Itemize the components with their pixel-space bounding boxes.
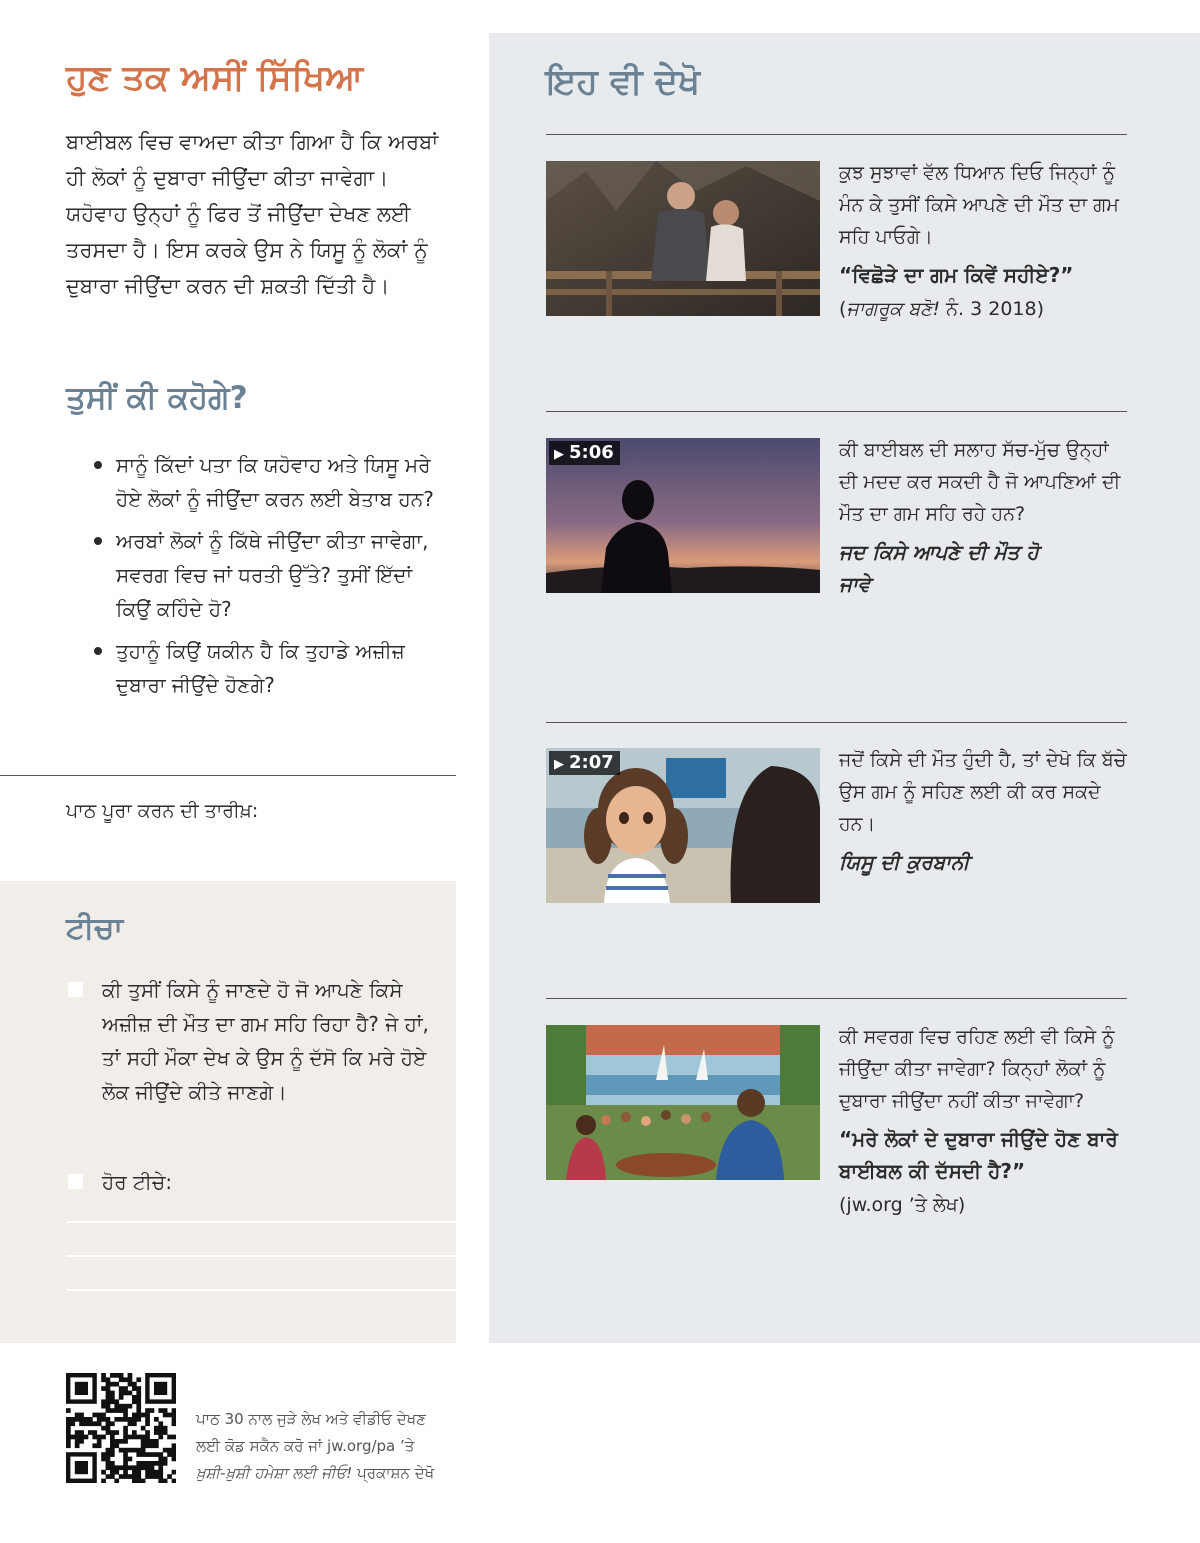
footer-line-rest: ਪ੍ਰਕਾਸ਼ਨ ਦੇਖੋ [352,1464,435,1482]
see-also-title: ਇਹ ਵੀ ਦੇਖੋ [546,62,701,102]
couple-image [546,161,820,316]
left-column [0,0,456,1343]
goal-item-other [66,1165,436,1199]
video-entry [839,744,1129,878]
video-duration-badge [549,751,620,775]
footer-line: ਲਈ ਕੋਡ ਸਕੈਨ ਕਰੋ ਜਾਂ jw.org/pa ’ਤੇ [196,1437,415,1455]
entry-description: ਕੀ ਸਵਰਗ ਵਿਚ ਰਹਿਣ ਲਈ ਵੀ ਕਿਸੇ ਨੂੰ ਜੀਉਂਦਾ ਕੀਤਾ ਜਾਵੇਗਾ? ਕਿਨ੍ਹਾਂ ਲੋਕਾਂ ਨੂੰ ਦੁਬਾਰਾ ਜੀਉਂਦਾ ਨਹੀਂ ਕੀਤਾ ਜਾਵੇਗਾ? [839,1026,1115,1112]
entry-description: ਕੀ ਬਾਈਬਲ ਦੀ ਸਲਾਹ ਸੱਚ-ਮੁੱਚ ਉਨ੍ਹਾਂ ਦੀ ਮਦਦ ਕਰ ਸਕਦੀ ਹੈ ਜੋ ਆਪਣਿਆਂ ਦੀ ਮੌਤ ਦਾ ਗਮ ਸਹਿ ਰਹੇ ਹਨ? [839,439,1121,525]
article-entry [839,157,1129,325]
goal-item [66,973,436,1109]
qr-code-graphic [66,1373,176,1483]
source-issue: ਨੰ. 3 2018) [940,298,1044,320]
publication-title: ਖ਼ੁਸ਼ੀ-ਖ਼ੁਸ਼ੀ ਹਮੇਸ਼ਾ ਲਈ ਜੀਓ! [196,1464,353,1482]
article-thumbnail-couple[interactable] [546,161,820,316]
see-also-panel [489,33,1200,1343]
item-divider [546,722,1127,723]
video-duration-badge [549,441,620,465]
summary-title: ਹੁਣ ਤਕ ਅਸੀਂ ਸਿੱਖਿਆ [66,58,364,98]
footer-text [196,1406,434,1487]
footer-line: ਪਾਠ 30 ਨਾਲ ਜੁੜੇ ਲੇਖ ਅਤੇ ਵੀਡੀਓ ਦੇਖਣ [196,1410,426,1428]
question-item: ਸਾਨੂੰ ਕਿੱਦਾਂ ਪਤਾ ਕਿ ਯਹੋਵਾਹ ਅਤੇ ਯਿਸੂ ਮਰੇ ਹੋਏ ਲੋਕਾਂ ਨੂੰ ਜੀਉਂਦਾ ਕਰਨ ਲਈ ਬੇਤਾਬ ਹਨ? [92,448,452,516]
question-item: ਅਰਬਾਂ ਲੋਕਾਂ ਨੂੰ ਕਿੱਥੇ ਜੀਉਂਦਾ ਕੀਤਾ ਜਾਵੇਗਾ, ਸਵਰਗ ਵਿਚ ਜਾਂ ਧਰਤੀ ਉੱਤੇ? ਤੁਸੀਂ ਇੱਦਾਂ ਕਿਉਂ ਕਹਿੰਦੇ ਹੋ? [92,524,452,626]
entry-description: ਕੁਝ ਸੁਝਾਵਾਂ ਵੱਲ ਧਿਆਨ ਦਿਓ ਜਿਨ੍ਹਾਂ ਨੂੰ ਮੰਨ ਕੇ ਤੁਸੀਂ ਕਿਸੇ ਆਪਣੇ ਦੀ ਮੌਤ ਦਾ ਗਮ ਸਹਿ ਪਾਓਗੇ। [839,162,1119,248]
item-divider [546,411,1127,412]
entry-source: (jw.org ’ਤੇ ਲੇਖ) [839,1194,966,1216]
entry-title-link[interactable]: ਯਿਸੂ ਦੀ ਕੁਰਬਾਨੀ [839,850,970,874]
footer-line [196,1460,434,1487]
goal-text: ਹੋਰ ਟੀਚੇ: [102,1170,173,1194]
goal-checkbox[interactable] [68,1174,83,1189]
goal-text: ਕੀ ਤੁਸੀਂ ਕਿਸੇ ਨੂੰ ਜਾਣਦੇ ਹੋ ਜੋ ਆਪਣੇ ਕਿਸੇ ਅਜ਼ੀਜ਼ ਦੀ ਮੌਤ ਦਾ ਗਮ ਸਹਿ ਰਿਹਾ ਹੈ? ਜੇ ਹਾਂ, ਤਾਂ ਸਹੀ ਮੌਕਾ ਦੇਖ ਕੇ ਉਸ ਨੂੰ ਦੱਸੋ ਕਿ ਮਰੇ ਹੋਏ ਲੋਕ ਜੀਉਂਦੇ ਕੀਤੇ ਜਾਣਗੇ। [102,978,429,1104]
video-thumbnail-silhouette[interactable] [546,438,820,593]
paradise-crowd-image [546,1025,820,1180]
duration-text: 2:07 [569,752,614,773]
duration-text: 5:06 [569,442,614,463]
entry-title-link[interactable]: “ਮਰੇ ਲੋਕਾਂ ਦੇ ਦੁਬਾਰਾ ਜੀਉਂਦੇ ਹੋਣ ਬਾਰੇ ਬਾਈਬਲ ਕੀ ਦੱਸਦੀ ਹੈ?” [839,1127,1118,1183]
summary-text: ਬਾਈਬਲ ਵਿਚ ਵਾਅਦਾ ਕੀਤਾ ਗਿਆ ਹੈ ਕਿ ਅਰਬਾਂ ਹੀ ਲੋਕਾਂ ਨੂੰ ਦੁਬਾਰਾ ਜੀਉਂਦਾ ਕੀਤਾ ਜਾਵੇਗਾ। ਯਹੋਵਾਹ ਉਨ੍ਹਾਂ ਨੂੰ ਫਿਰ ਤੋਂ ਜੀਉਂਦਾ ਦੇਖਣ ਲਈ ਤਰਸਦਾ ਹੈ। ਇਸ ਕਰਕੇ ਉਸ ਨੇ ਯਿਸੂ ਨੂੰ ਲੋਕਾਂ ਨੂੰ ਦੁਬਾਰਾ ਜੀਉਂਦਾ ਕਰਨ ਦੀ ਸ਼ਕਤੀ ਦਿੱਤੀ ਹੈ। [66,130,439,298]
video-entry [839,434,1129,600]
goals-title: ਟੀਚਾ [66,911,124,946]
item-divider [546,998,1127,999]
writing-line[interactable] [66,1255,456,1257]
completion-date-label: ਪਾਠ ਪੂਰਾ ਕਰਨ ਦੀ ਤਾਰੀਖ਼: [66,800,259,822]
qr-code[interactable] [66,1373,176,1483]
questions-list [92,448,452,710]
play-icon: ▶ [554,447,564,462]
question-item: ਤੁਹਾਨੂੰ ਕਿਉਂ ਯਕੀਨ ਹੈ ਕਿ ਤੁਹਾਡੇ ਅਜ਼ੀਜ਼ ਦੁਬਾਰਾ ਜੀਉਂਦੇ ਹੋਣਗੇ? [92,634,452,702]
article-thumbnail-paradise[interactable] [546,1025,820,1180]
entry-source: (ਜਾਗਰੂਕ ਬਣੋ! ਨੰ. 3 2018) [839,298,1044,320]
section-divider [0,775,456,776]
item-divider [546,134,1127,135]
writing-line[interactable] [66,1289,456,1291]
article-entry [839,1021,1129,1221]
goals-panel [0,881,456,1343]
entry-title-link[interactable]: “ਵਿਛੋੜੇ ਦਾ ਗਮ ਕਿਵੇਂ ਸਹੀਏ?” [839,263,1074,287]
entry-title-link[interactable]: ਜਦ ਕਿਸੇ ਆਪਣੇ ਦੀ ਮੌਤ ਹੋ ਜਾਵੇ [839,540,1039,596]
video-thumbnail-child[interactable] [546,748,820,903]
goal-checkbox[interactable] [68,982,83,997]
writing-line[interactable] [66,1221,456,1223]
entry-description: ਜਦੋਂ ਕਿਸੇ ਦੀ ਮੌਤ ਹੁੰਦੀ ਹੈ, ਤਾਂ ਦੇਖੋ ਕਿ ਬੱਚੇ ਉਸ ਗਮ ਨੂੰ ਸਹਿਣ ਲਈ ਕੀ ਕਰ ਸਕਦੇ ਹਨ। [839,749,1127,835]
play-icon: ▶ [554,757,564,772]
source-publication: ਜਾਗਰੂਕ ਬਣੋ! [846,298,941,320]
questions-title: ਤੁਸੀਂ ਕੀ ਕਹੋਗੇ? [66,380,248,416]
